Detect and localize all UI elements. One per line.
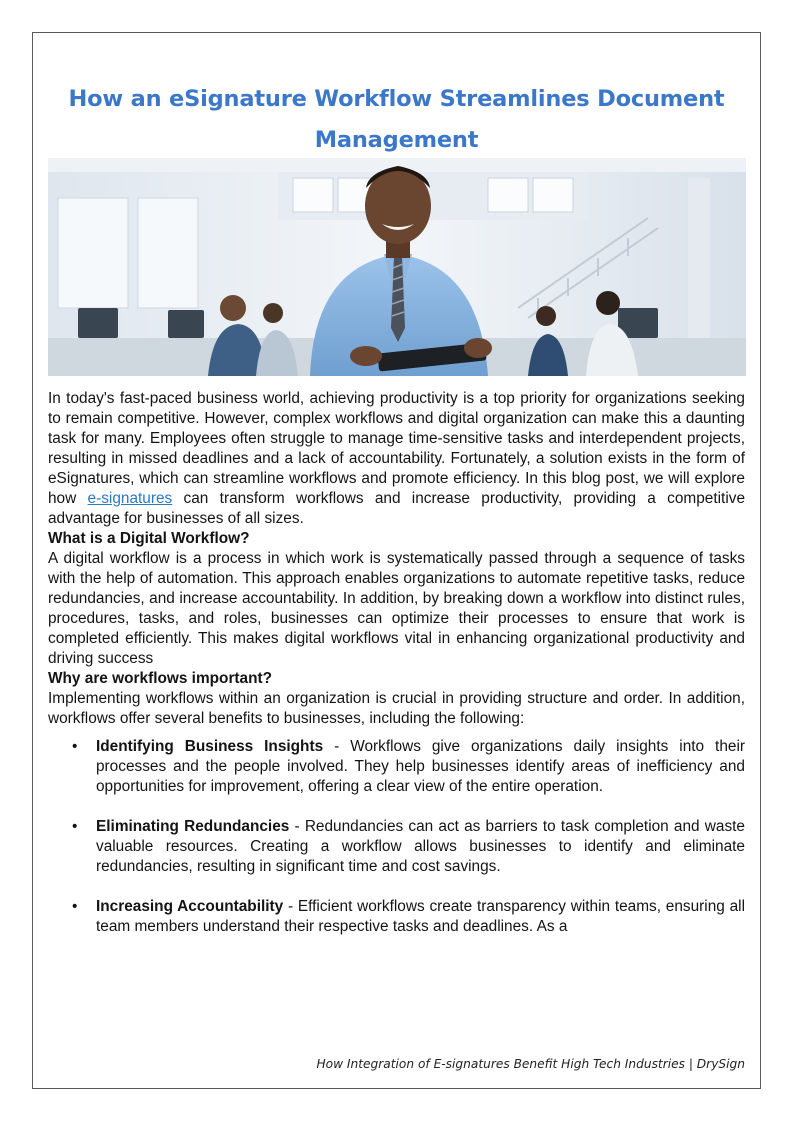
benefit-text: - Workflows give organizations daily insights into their processes and the people involved. They help businesses identify areas of inefficiency and opportunities for improvement, offering a clear view of the entire operation. [96,738,745,795]
benefit-text: - Efficient workflows create transparency within teams, ensuring all team members understand their respective tasks and deadlines. As a [96,898,745,935]
section-heading-digital-workflow: What is a Digital Workflow? [48,530,250,547]
section-heading-why-workflows: Why are workflows important? [48,670,273,687]
intro-text-end: can transform workflows and increase productivity, providing a competitive advantage for businesses of all sizes. [48,490,745,527]
bullet-icon: • [72,818,78,835]
list-item [48,817,745,877]
office-photo-illustration [48,158,746,376]
bullet-icon: • [72,738,78,755]
benefits-list [48,737,745,937]
intro-paragraph [48,389,745,529]
list-item [48,737,745,797]
benefit-title: Increasing Accountability [96,898,284,915]
why-workflows-paragraph: Implementing workflows within an organization is crucial in providing structure and order. In addition, workflows offer several benefits to businesses, including the following: [48,690,745,727]
e-signatures-link[interactable]: e-signatures [87,490,173,507]
benefit-text: - Redundancies can act as barriers to task completion and waste valuable resources. Creating a workflow allows businesses to identify and eliminate redundancies, resulting in significant time and cost savings. [96,818,745,875]
page-footer: How Integration of E-signatures Benefit High Tech Industries | DrySign [316,1057,745,1071]
intro-text-start: In today's fast-paced business world, achieving productivity is a top priority for organizations seeking to remain competitive. However, complex workflows and digital organization can make this a daunting task for many. Employees often struggle to manage time-sensitive tasks and interdependent projects, resulting in missed deadlines and a lack of accountability. Fortunately, a solution exists in the form of eSignatures, which can streamline workflows and promote efficiency. In this blog post, we will explore how [48,390,745,507]
list-item [48,897,745,937]
bullet-icon: • [72,898,78,915]
digital-workflow-paragraph: A digital workflow is a process in which work is systematically passed through a sequence of tasks with the help of automation. This approach enables organizations to automate repetitive tasks, reduce redundancies, and increase accountability. In addition, by breaking down a workflow into distinct rules, procedures, tasks, and roles, businesses can optimize their processes to ensure that work is completed efficiently. This makes digital workflows vital in enhancing organizational productivity and driving success [48,550,745,667]
benefit-title: Eliminating Redundancies [96,818,290,835]
article-body [48,389,745,957]
hero-image [48,158,746,376]
page-title: How an eSignature Workflow Streamlines Document Management [68,86,725,154]
benefit-title: Identifying Business Insights [96,738,324,755]
